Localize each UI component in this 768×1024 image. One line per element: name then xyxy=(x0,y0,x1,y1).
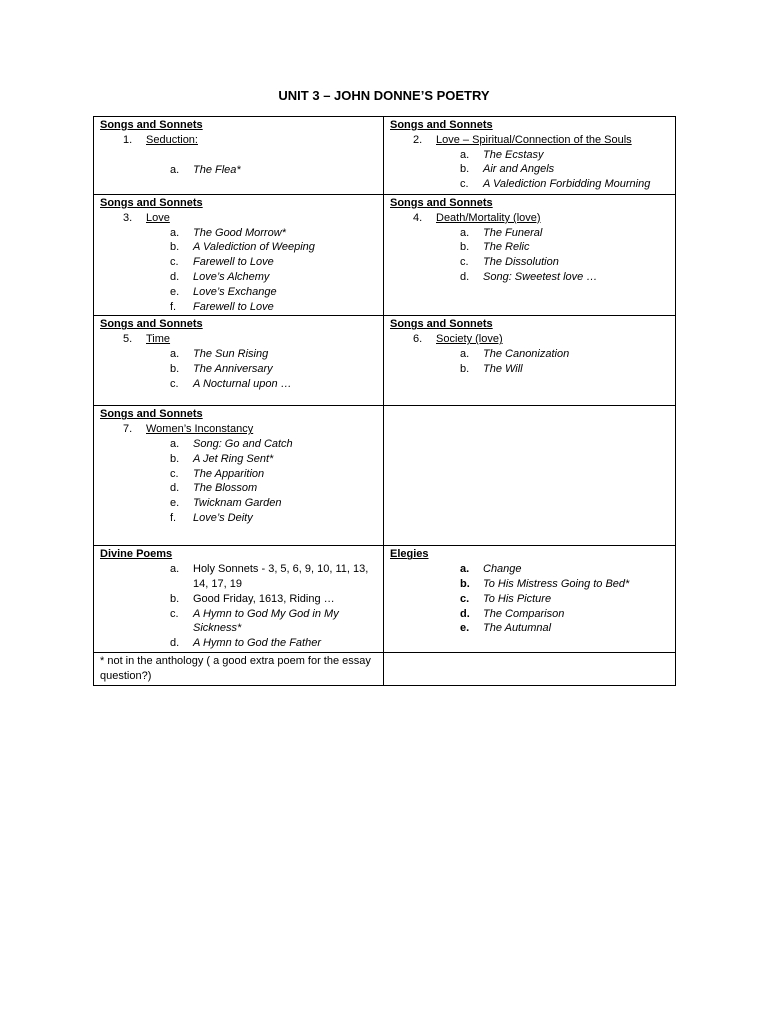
list-item xyxy=(390,607,669,622)
footnote-cell xyxy=(94,652,384,685)
list-item xyxy=(390,621,669,636)
list-item xyxy=(100,347,377,362)
poem-title: A Valediction of Weeping xyxy=(193,241,315,254)
poem-title: Love’s Deity xyxy=(193,511,253,524)
item-letter: b. xyxy=(460,241,470,254)
item-letter: e. xyxy=(170,497,180,510)
item-letter: d. xyxy=(170,482,180,495)
topic-line xyxy=(100,133,377,148)
list-item xyxy=(100,636,377,651)
topic-title: Love xyxy=(146,211,170,224)
list-item xyxy=(390,226,669,241)
item-letter: a. xyxy=(460,563,470,576)
poem-title: To His Picture xyxy=(483,592,552,605)
topic-line xyxy=(100,332,377,347)
item-letter: a. xyxy=(170,226,180,239)
item-letter: b. xyxy=(170,592,180,605)
table-cell xyxy=(94,117,384,195)
poem-title: The Comparison xyxy=(483,607,565,620)
table-cell xyxy=(384,406,676,546)
poem-title: Song: Sweetest love … xyxy=(483,270,598,283)
list-item xyxy=(100,562,377,592)
table-cell xyxy=(94,406,384,546)
section-heading: Songs and Sonnets xyxy=(100,197,203,209)
item-letter: f. xyxy=(170,300,177,313)
topic-line xyxy=(390,211,669,226)
list-item xyxy=(100,481,377,496)
table-row xyxy=(94,406,676,546)
topic-number: 1. xyxy=(123,133,133,146)
item-letter: c. xyxy=(170,607,179,620)
section-heading: Songs and Sonnets xyxy=(390,197,493,209)
poem-title: The Relic xyxy=(483,241,530,254)
list-item xyxy=(100,496,377,511)
poem-title: Change xyxy=(483,563,522,576)
topic-number: 7. xyxy=(123,423,133,436)
poem-title: A Jet Ring Sent* xyxy=(193,452,274,465)
poem-title: A Valediction Forbidding Mourning xyxy=(483,178,651,191)
poem-title: The Good Morrow* xyxy=(193,226,286,239)
topic-number: 2. xyxy=(413,133,423,146)
item-letter: d. xyxy=(460,607,470,620)
list-item xyxy=(390,148,669,163)
item-letter: d. xyxy=(170,637,180,650)
topic-title: Death/Mortality (love) xyxy=(436,211,541,224)
list-item xyxy=(100,377,377,392)
poem-title: Good Friday, 1613, Riding … xyxy=(193,592,335,605)
table-cell xyxy=(384,117,676,195)
list-item xyxy=(100,226,377,241)
topic-line xyxy=(390,332,669,347)
list-item xyxy=(100,240,377,255)
topic-title: Society (love) xyxy=(436,333,503,346)
section-heading: Songs and Sonnets xyxy=(100,119,203,131)
list-item xyxy=(100,437,377,452)
item-letter: a. xyxy=(460,148,470,161)
poem-title: The Canonization xyxy=(483,347,570,360)
item-letter: a. xyxy=(460,347,470,360)
list-item xyxy=(100,607,377,637)
poem-title: Love’s Exchange xyxy=(193,285,277,298)
table-row xyxy=(94,652,676,685)
poem-title: Twicknam Garden xyxy=(193,497,282,510)
poem-title: The Will xyxy=(483,362,523,375)
poem-title: Farewell to Love xyxy=(193,256,274,269)
item-letter: c. xyxy=(460,178,469,191)
poem-title: The Autumnal xyxy=(483,622,552,635)
poem-title: The Sun Rising xyxy=(193,347,269,360)
list-item xyxy=(100,511,377,526)
item-letter: b. xyxy=(170,362,180,375)
table-row xyxy=(94,316,676,406)
item-letter: e. xyxy=(460,622,470,635)
topic-line xyxy=(390,133,669,148)
item-letter: b. xyxy=(170,241,180,254)
footnote: * not in the anthology ( a good extra poem for the essay question?) xyxy=(100,654,371,682)
poem-title: Love’s Alchemy xyxy=(193,270,270,283)
item-letter: c. xyxy=(460,592,470,605)
table-row xyxy=(94,546,676,653)
table-cell xyxy=(384,546,676,653)
section-heading: Songs and Sonnets xyxy=(390,318,493,331)
list-item xyxy=(390,562,669,577)
topic-number: 4. xyxy=(413,211,423,224)
topic-title: Seduction: xyxy=(146,133,198,146)
item-letter: a. xyxy=(460,226,470,239)
page-title: UNIT 3 – JOHN DONNE’S POETRY xyxy=(278,88,490,103)
list-item xyxy=(100,362,377,377)
list-item xyxy=(100,285,377,300)
section-heading: Divine Poems xyxy=(100,548,173,561)
item-letter: d. xyxy=(460,270,470,283)
topic-line xyxy=(100,211,377,226)
list-item xyxy=(390,347,669,362)
item-letter: f. xyxy=(170,511,177,524)
item-letter: c. xyxy=(460,256,469,269)
section-heading: Songs and Sonnets xyxy=(390,119,493,131)
list-item xyxy=(100,467,377,482)
poem-title: To His Mistress Going to Bed* xyxy=(483,577,630,590)
table-cell xyxy=(384,195,676,316)
topic-title: Time xyxy=(146,333,171,346)
topic-title: Love – Spiritual/Connection of the Souls xyxy=(436,133,632,146)
topic-number: 5. xyxy=(123,333,133,346)
item-letter: b. xyxy=(460,362,470,375)
item-letter: c. xyxy=(170,377,179,390)
list-item xyxy=(100,255,377,270)
list-item xyxy=(390,177,669,192)
list-item xyxy=(100,452,377,467)
list-item xyxy=(390,255,669,270)
poem-title: Song: Go and Catch xyxy=(193,437,293,450)
item-letter: b. xyxy=(460,163,470,176)
table-cell xyxy=(384,316,676,406)
list-item xyxy=(390,240,669,255)
list-item xyxy=(390,162,669,177)
item-letter: a. xyxy=(170,437,180,450)
poem-title: The Apparition xyxy=(193,467,265,480)
list-item xyxy=(100,300,377,315)
poem-table xyxy=(93,116,676,686)
item-letter: b. xyxy=(460,577,470,590)
topic-number: 3. xyxy=(123,211,133,224)
list-item xyxy=(100,163,377,178)
list-item xyxy=(100,270,377,285)
poem-title: Holy Sonnets - 3, 5, 6, 9, 10, 11, 13, 14, 17, 19 xyxy=(193,563,369,590)
poem-title: The Anniversary xyxy=(193,362,273,375)
topic-title: Women’s Inconstancy xyxy=(146,423,254,436)
poem-title: The Dissolution xyxy=(483,256,559,269)
list-item xyxy=(390,592,669,607)
item-letter: a. xyxy=(170,347,180,360)
poem-title: The Ecstasy xyxy=(483,148,544,161)
item-letter: b. xyxy=(170,452,180,465)
poem-title: A Hymn to God My God in My Sickness* xyxy=(193,607,339,635)
poem-title: A Hymn to God the Father xyxy=(193,637,321,650)
item-letter: a. xyxy=(170,163,180,176)
list-item xyxy=(390,362,669,377)
table-cell xyxy=(94,195,384,316)
poem-title: The Blossom xyxy=(193,482,258,495)
section-heading: Elegies xyxy=(390,548,429,561)
section-heading: Songs and Sonnets xyxy=(100,318,203,331)
item-letter: c. xyxy=(170,256,179,269)
topic-line xyxy=(100,422,377,437)
table-cell xyxy=(94,316,384,406)
table-row xyxy=(94,195,676,316)
table-cell xyxy=(384,652,676,685)
poem-title: The Flea* xyxy=(193,163,241,176)
item-letter: d. xyxy=(170,270,180,283)
table-cell xyxy=(94,546,384,653)
list-item xyxy=(390,270,669,285)
table-row xyxy=(94,117,676,195)
item-letter: e. xyxy=(170,285,180,298)
poem-title: A Nocturnal upon … xyxy=(193,377,292,390)
topic-number: 6. xyxy=(413,333,423,346)
item-letter: a. xyxy=(170,563,180,576)
list-item xyxy=(390,577,669,592)
poem-title: The Funeral xyxy=(483,226,543,239)
item-letter: c. xyxy=(170,467,179,480)
section-heading: Songs and Sonnets xyxy=(100,408,203,421)
spacer xyxy=(100,148,377,163)
poem-title: Air and Angels xyxy=(483,163,555,176)
poem-title: Farewell to Love xyxy=(193,300,274,313)
list-item xyxy=(100,592,377,607)
